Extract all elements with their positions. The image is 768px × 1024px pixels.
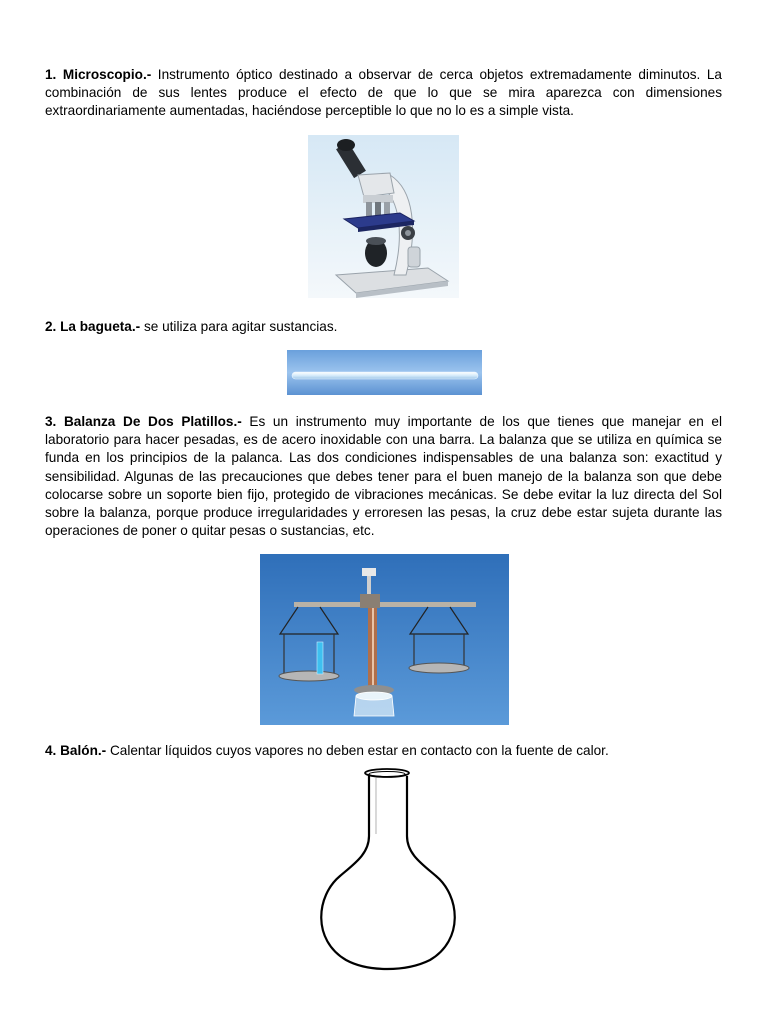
balance-paragraph [45, 413, 722, 540]
microscope-heading: 1. Microscopio.- [45, 67, 152, 82]
balance-text: Es un instrumento muy importante de los que tienes que manejar en el laboratorio para hacer pesadas, es de acero inoxidable con una barra. La balanza que se utiliza en química se funda en los principios de la palanca. Las dos condiciones indispensables de una balanza son: exactitud y sensibilidad. Algunas de las precauciones que debes tener para el buen manejo de la balanza son que debe colocarse sobre un soporte bien fijo, protegido de vibraciones mecánicas. Se debe evitar la luz directa del Sol sobre la balanza, porque produce irregularidades y erroresen las pesas, la cruz debe estar sujeta durante las operaciones de poner o quitar pesas o sustancias, etc. [45, 414, 722, 539]
flask-image [306, 764, 473, 974]
microscope-text: Instrumento óptico destinado a observar de cerca objetos extremadamente diminutos. La combinación de sus lentes produce el efecto de que lo que se mira aparezca con dimensiones extraordinariamente aumentadas, haciéndose perceptible lo que no lo es a simple vista. [45, 67, 722, 119]
glass-rod-paragraph [45, 318, 722, 336]
flask-paragraph [45, 742, 722, 760]
flask-text: Calentar líquidos cuyos vapores no deben estar en contacto con la fuente de calor. [106, 743, 609, 758]
glass-rod-image [287, 350, 482, 395]
glass-rod-text: se utiliza para agitar sustancias. [140, 319, 338, 334]
glass-rod-heading: 2. La bagueta.- [45, 319, 141, 334]
microscope-paragraph [45, 66, 722, 121]
balance-heading: 3. Balanza De Dos Platillos.- [45, 414, 242, 429]
flask-heading: 4. Balón.- [45, 743, 107, 758]
microscope-image [308, 135, 459, 298]
balance-image [260, 554, 509, 725]
